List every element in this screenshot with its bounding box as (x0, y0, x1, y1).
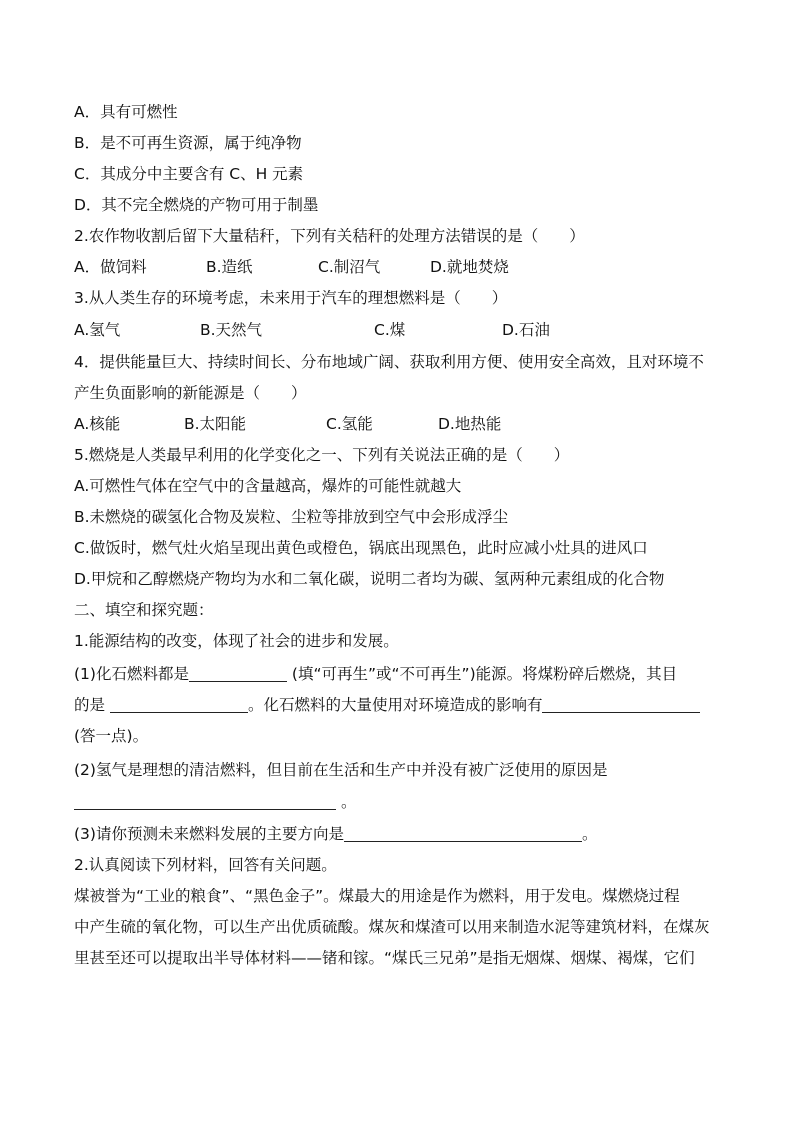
s2-q2-para-line2: 中产生硫的氧化物，可以生产出优质硫酸。煤灰和煤渣可以用来制造水泥等建筑材料，在煤灰 (74, 918, 710, 936)
s2-q2-para-line3: 里甚至还可以提取出半导体材料——锗和镓。“煤氏三兄弟”是指无烟煤、烟煤、褐煤，它们 (74, 949, 695, 967)
q4-stem-line2: 产生负面影响的新能源是（ ） (74, 384, 307, 402)
q5-option-b: B.未燃烧的碳氢化合物及炭粒、尘粒等排放到空气中会形成浮尘 (74, 508, 509, 526)
q4-option-d: D.地热能 (438, 415, 502, 433)
s2-q1-part3 (74, 824, 597, 844)
option-c: C．其成分中主要含有 C、H 元素 (74, 165, 304, 183)
answer-blank-2[interactable] (110, 696, 248, 713)
option-b: B．是不可再生资源，属于纯净物 (74, 134, 302, 152)
q2-option-d: D.就地焚烧 (430, 258, 509, 276)
s2-q1-part2-end: 。 (340, 793, 357, 811)
s2-q1-part3-text: (3)请你预测未来燃料发展的主要方向是 (74, 825, 344, 843)
q4-stem-line1: 4．提供能量巨大、持续时间长、分布地域广阔、获取利用方便、使用安全高效，且对环境不 (74, 353, 704, 371)
s2-q1-stem: 1.能源结构的改变，体现了社会的进步和发展。 (74, 632, 399, 650)
q2-option-a: A．做饲料 (74, 258, 147, 276)
answer-blank-3[interactable] (542, 696, 700, 713)
s2-q1-part1-line2 (74, 695, 700, 715)
q3-option-b: B.天然气 (200, 321, 263, 339)
q3-stem: 3.从人类生存的环境考虑，未来用于汽车的理想燃料是（ ） (74, 289, 508, 307)
q5-option-a: A.可燃性气体在空气中的含量越高，爆炸的可能性就越大 (74, 477, 462, 495)
s2-q1-part1-text-c: 的是 (74, 696, 110, 714)
q5-stem: 5.燃烧是人类最早利用的化学变化之一、下列有关说法正确的是（ ） (74, 446, 570, 464)
q2-option-c: C.制沼气 (318, 258, 381, 276)
s2-q1-part3-end: 。 (581, 825, 598, 843)
s2-q1-part1-text-b: (填“可再生”或“不可再生”)能源。将煤粉碎后燃烧，其目 (286, 665, 678, 683)
q5-option-d: D.甲烷和乙醇燃烧产物均为水和二氧化碳，说明二者均为碳、氢两种元素组成的化合物 (74, 570, 665, 588)
option-a: A．具有可燃性 (74, 103, 178, 121)
q2-stem: 2.农作物收割后留下大量秸秆，下列有关秸秆的处理方法错误的是（ ） (74, 227, 585, 245)
q5-option-c: C.做饭时，燃气灶火焰呈现出黄色或橙色，锅底出现黑色，此时应减小灶具的进风口 (74, 539, 648, 557)
q3-option-d: D.石油 (502, 321, 550, 339)
s2-q2-para-line1: 煤被誉为“工业的粮食”、“黑色金子”。煤最大的用途是作为燃料，用于发电。煤燃烧过程 (74, 887, 680, 905)
q3-option-a: A.氢气 (74, 321, 121, 339)
q2-option-b: B.造纸 (206, 258, 253, 276)
answer-blank-1[interactable] (189, 665, 287, 682)
q3-option-c: C.煤 (374, 321, 406, 339)
s2-q1-part1-text-d: 。化石燃料的大量使用对环境造成的影响有 (247, 696, 543, 714)
s2-q1-part2-line1: (2)氢气是理想的清洁燃料，但目前在生活和生产中并没有被广泛使用的原因是 (74, 761, 608, 779)
answer-blank-4[interactable] (74, 793, 336, 810)
s2-q1-part1-line1 (74, 664, 677, 684)
section-heading: 二、填空和探究题： (74, 601, 214, 619)
q4-option-c: C.氢能 (326, 415, 373, 433)
s2-q1-part2-line2 (74, 792, 356, 812)
s2-q2-stem: 2.认真阅读下列材料，回答有关问题。 (74, 856, 337, 874)
s2-q1-part1-text-a: (1)化石燃料都是 (74, 665, 189, 683)
q4-option-b: B.太阳能 (184, 415, 247, 433)
option-d: D．其不完全燃烧的产物可用于制墨 (74, 196, 319, 214)
answer-blank-5[interactable] (344, 825, 582, 842)
q4-option-a: A.核能 (74, 415, 121, 433)
s2-q1-part1-line3: (答一点)。 (74, 727, 149, 745)
